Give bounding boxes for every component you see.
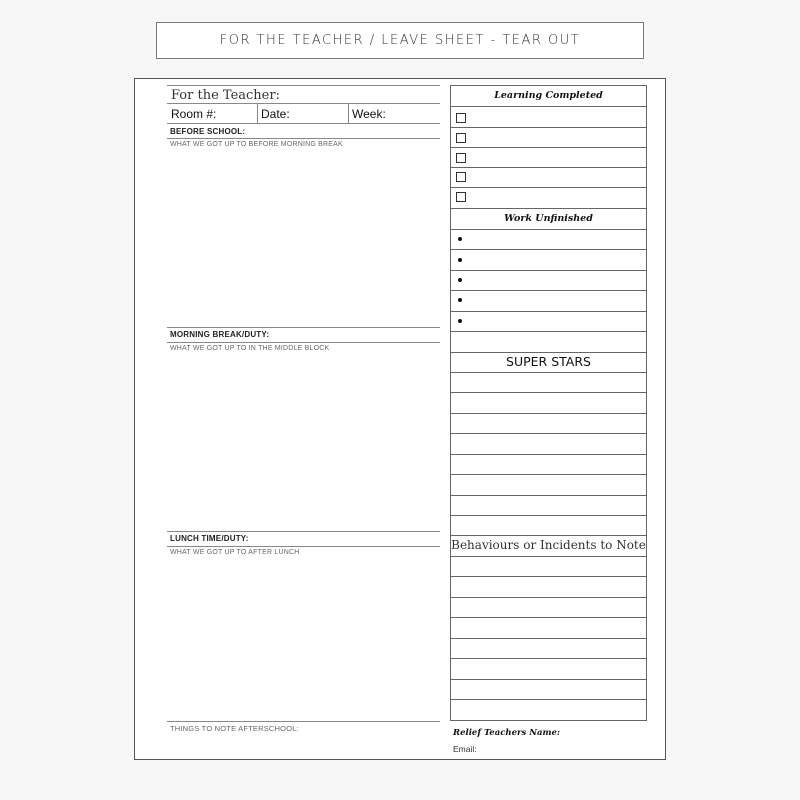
after-school-rule (167, 721, 440, 722)
lunch-sub: WHAT WE GOT UP TO AFTER LUNCH (170, 549, 300, 556)
rt-rule (451, 474, 646, 475)
learning-completed-heading: Learning Completed (494, 90, 603, 101)
bullet-icon (458, 237, 462, 241)
morning-break-rule (167, 342, 440, 343)
header-rule-1 (167, 103, 440, 104)
rt-rule (451, 147, 646, 148)
checkbox-icon[interactable] (456, 172, 466, 182)
morning-break-sub: WHAT WE GOT UP TO IN THE MIDDLE BLOCK (170, 345, 330, 352)
field-divider-1 (257, 103, 258, 123)
checkbox-icon[interactable] (456, 153, 466, 163)
lunch-label: LUNCH TIME/DUTY: (170, 534, 249, 543)
date-label: Date: (261, 107, 290, 121)
rt-rule (451, 208, 646, 209)
super-stars-heading: SUPER STARS (506, 354, 591, 369)
rt-rule (451, 638, 646, 639)
leave-sheet (134, 78, 666, 760)
rt-rule (451, 597, 646, 598)
rt-rule (451, 311, 646, 312)
lunch-rule (167, 546, 440, 547)
rt-rule (451, 495, 646, 496)
rt-rule (451, 372, 646, 373)
after-school-label: THINGS TO NOTE AFTERSCHOOL: (170, 724, 299, 733)
rt-rule (451, 249, 646, 250)
rt-rule (451, 515, 646, 516)
bullet-icon (458, 278, 462, 282)
rt-rule (451, 433, 646, 434)
rt-rule (451, 331, 646, 332)
rt-rule (451, 187, 646, 188)
morning-break-label: MORNING BREAK/DUTY: (170, 330, 270, 339)
bullet-icon (458, 319, 462, 323)
email-label: Email: (453, 744, 477, 754)
lunch-top-rule (167, 531, 440, 532)
rt-rule (451, 413, 646, 414)
rt-rule (451, 576, 646, 577)
relief-teacher-name-label: Relief Teachers Name: (453, 728, 561, 738)
field-divider-2 (348, 103, 349, 123)
work-unfinished-heading: Work Unfinished (504, 213, 593, 224)
rt-rule (451, 392, 646, 393)
sheet-banner (156, 22, 644, 59)
week-label: Week: (352, 107, 386, 121)
rt-rule (451, 270, 646, 271)
rt-rule (451, 556, 646, 557)
room-label: Room #: (171, 107, 217, 121)
rt-rule (451, 127, 646, 128)
teacher-title: For the Teacher: (171, 88, 280, 103)
before-school-rule (167, 138, 440, 139)
rt-rule (451, 106, 646, 107)
rt-rule (451, 167, 646, 168)
banner-title: FOR THE TEACHER / LEAVE SHEET - TEAR OUT (219, 33, 581, 48)
rt-rule (451, 535, 646, 536)
checkbox-icon[interactable] (456, 192, 466, 202)
morning-break-top-rule (167, 327, 440, 328)
rt-rule (451, 352, 646, 353)
checkbox-icon[interactable] (456, 133, 466, 143)
before-school-label: BEFORE SCHOOL: (170, 127, 246, 136)
header-rule-2 (167, 123, 440, 124)
rt-rule (451, 454, 646, 455)
rt-rule (451, 699, 646, 700)
right-column-table (450, 85, 647, 721)
behaviours-heading: Behaviours or Incidents to Note (451, 538, 646, 552)
rt-rule (451, 617, 646, 618)
rt-rule (451, 290, 646, 291)
rt-rule (451, 229, 646, 230)
checkbox-icon[interactable] (456, 113, 466, 123)
bullet-icon (458, 258, 462, 262)
rt-rule (451, 679, 646, 680)
rt-rule (451, 658, 646, 659)
bullet-icon (458, 298, 462, 302)
before-school-sub: WHAT WE GOT UP TO BEFORE MORNING BREAK (170, 141, 343, 148)
header-top-rule (167, 85, 440, 86)
